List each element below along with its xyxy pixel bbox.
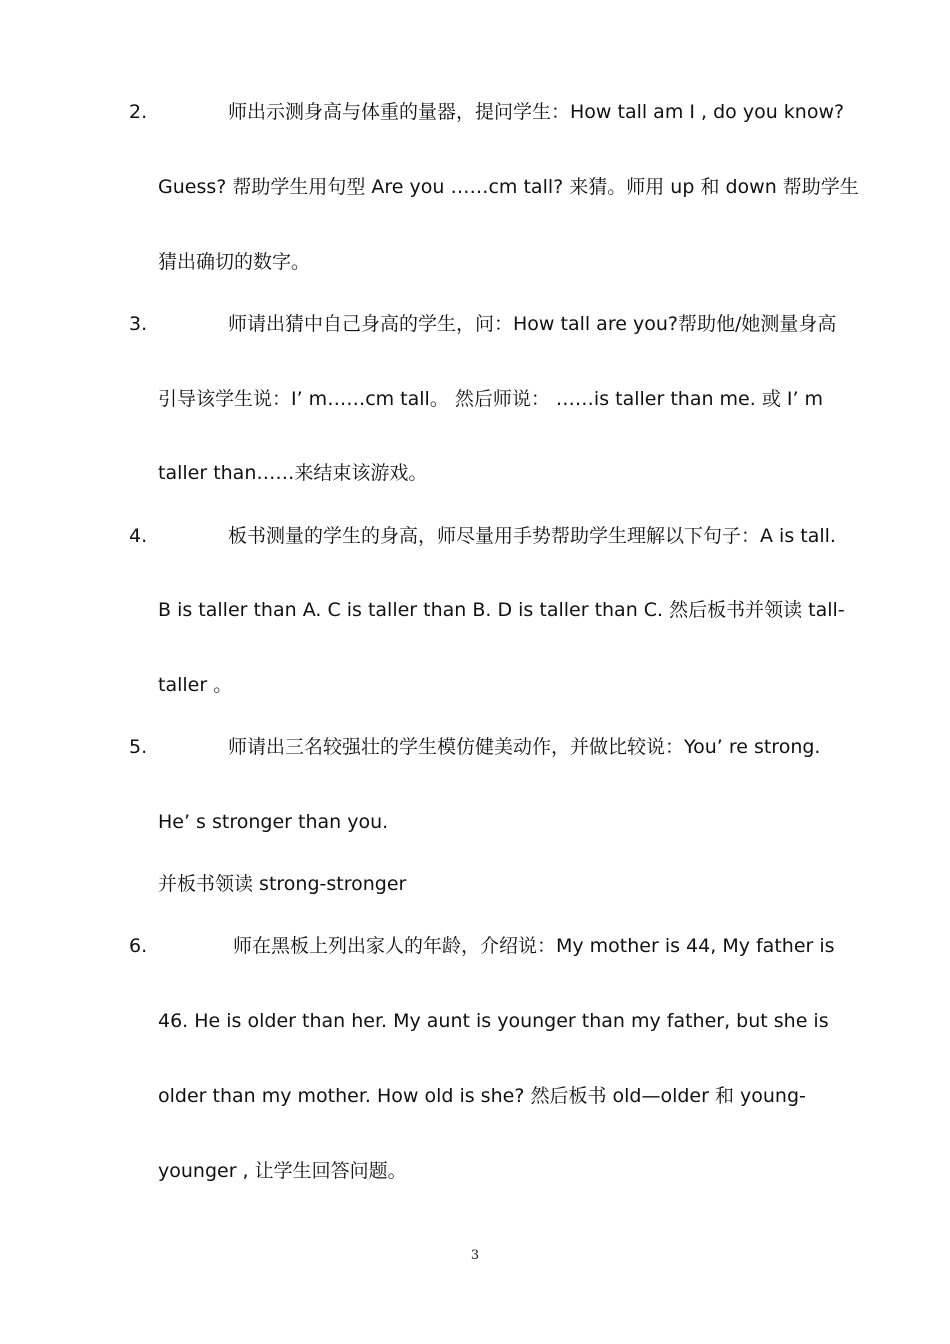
item-number: 4. — [129, 525, 148, 547]
paragraph-line: taller than……来结束该游戏。 — [158, 462, 428, 484]
page-number: 3 — [470, 1248, 480, 1263]
paragraph-line: 师请出猜中自己身高的学生，问：How tall are you?帮助他/她测量身高 — [228, 313, 837, 335]
paragraph-line: 猜出确切的数字。 — [158, 251, 311, 273]
item-number: 3. — [129, 313, 148, 335]
paragraph-line: taller 。 — [158, 674, 233, 696]
item-number: 6. — [129, 935, 148, 957]
item-number: 2. — [129, 101, 148, 123]
paragraph-line: 引导该学生说：I’ m……cm tall。 然后师说： ……is taller than me. 或 I’ m — [158, 388, 824, 410]
paragraph-line: 46. He is older than her. My aunt is younger than my father, but she is — [158, 1010, 829, 1032]
paragraph-line: 师出示测身高与体重的量器，提问学生：How tall am I , do you know? — [228, 101, 845, 123]
paragraph-line: Guess? 帮助学生用句型 Are you ……cm tall? 来猜。师用 up 和 down 帮助学生 — [158, 176, 859, 198]
paragraph-line: 并板书领读 strong-stronger — [158, 873, 407, 895]
paragraph-line: B is taller than A. C is taller than B. D is taller than C. 然后板书并领读 tall- — [158, 599, 845, 621]
paragraph-line: 师在黑板上列出家人的年龄，介绍说：My mother is 44, My father is — [233, 935, 835, 957]
paragraph-line: 师请出三名较强壮的学生模仿健美动作，并做比较说：You’ re strong. — [228, 736, 821, 758]
paragraph-line: younger , 让学生回答问题。 — [158, 1160, 407, 1182]
item-number: 5. — [129, 736, 148, 758]
paragraph-line: 板书测量的学生的身高，师尽量用手势帮助学生理解以下句子：A is tall. — [228, 525, 836, 547]
paragraph-line: older than my mother. How old is she? 然后板书 old—older 和 young- — [158, 1085, 806, 1107]
paragraph-line: He’ s stronger than you. — [158, 811, 389, 833]
